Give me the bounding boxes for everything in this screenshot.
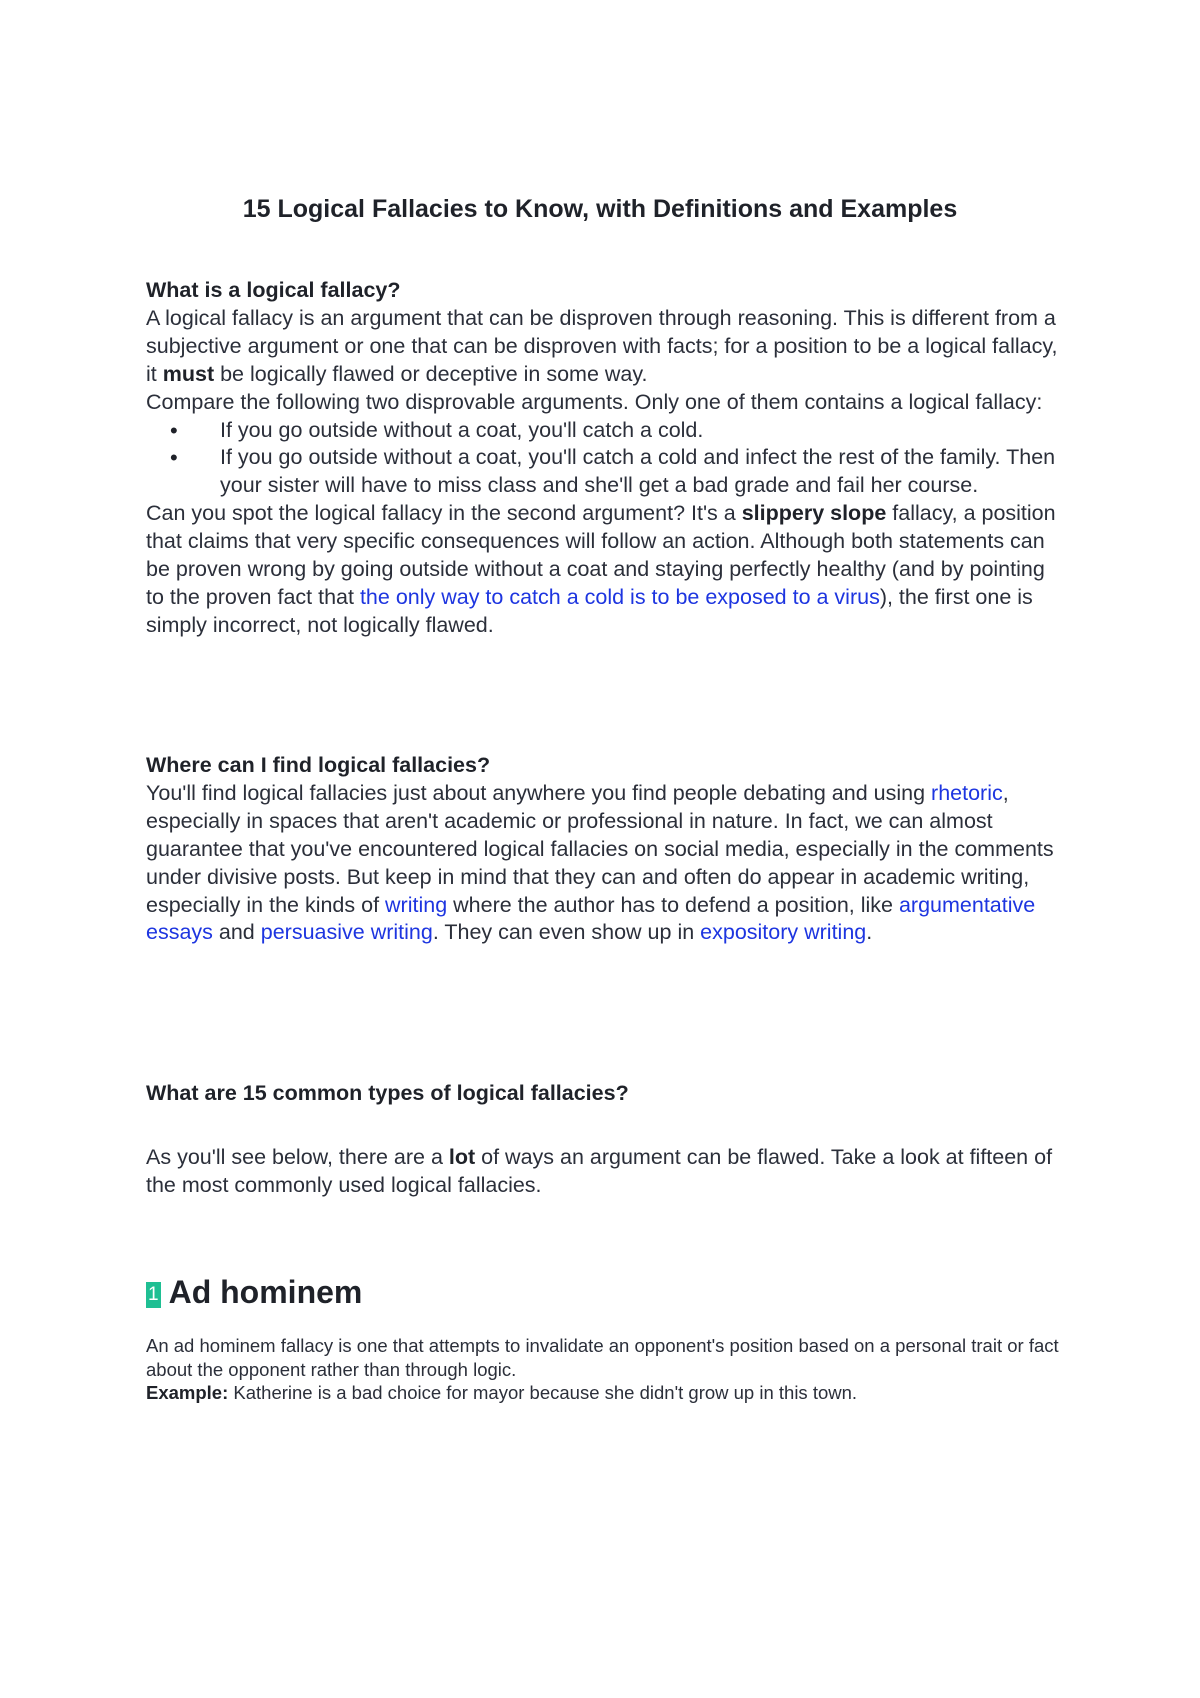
section-what-is [146,277,1066,640]
bullet-list [146,417,1066,501]
text-span: As you'll see below, there are a [146,1145,449,1169]
link-writing[interactable]: writing [385,892,448,917]
text-span: fallacy, a position that claims that very specific consequences will follow an action. Although both statements can be proven wrong by going outside without a coat and staying perfectly healthy (and by pointing to the proven fact that [146,501,1056,609]
example-label: Example: [146,1382,229,1403]
example [146,1381,1066,1405]
fallacy-description [146,1334,1066,1405]
paragraph: Compare the following two disprovable arguments. Only one of them contains a logical fallacy: [146,389,1043,414]
list-item: • If you go outside without a coat, you'll catch a cold and infect the rest of the family. Then your sister will have to miss class and she'll get a bad grade and fail her course. [220,444,1066,500]
emphasis: slippery slope [741,501,887,526]
text-span: Can you spot the logical fallacy in the second argument? It's a [146,501,742,526]
section-heading: What is a logical fallacy? [146,278,401,302]
section-heading: What are 15 common types of logical fallacies? [146,1081,629,1105]
emphasis: lot [448,1145,476,1169]
paragraph [146,305,1066,389]
number-badge: 1 [146,1282,161,1308]
section-common-types-intro [146,1144,1066,1200]
text-span: You'll find logical fallacies just about anywhere you find people debating and using [146,780,932,805]
link-argumentative-essays[interactable]: argumentative essays [146,892,1036,945]
link-expository-writing[interactable]: expository writing [700,920,867,945]
fallacy-title [146,1272,1066,1312]
paragraph [146,1144,1066,1200]
definition: An ad hominem fallacy is one that attempts to invalidate an opponent's position based on a personal trait or fact about the opponent rather than through logic. [146,1335,1059,1380]
text-span: , especially in spaces that aren't academic or professional in nature. In fact, we can almost guarantee that you've encountered logical fallacies on social media, especially in the comments under divisive posts. But keep in mind that they can and often do appear in academic writing, especially in the kinds of [146,780,1054,917]
text-span: be logically flawed or deceptive in some way. [214,361,648,386]
link-persuasive-writing[interactable]: persuasive writing [260,920,433,945]
paragraph [146,780,1066,947]
paragraph [146,500,1066,640]
text-span: of ways an argument can be flawed. Take a look at fifteen of the most commonly used logical fallacies. [146,1145,1053,1197]
text-span: and [212,920,261,945]
example-text: Katherine is a bad choice for mayor because she didn't grow up in this town. [228,1382,858,1403]
section-common-types-heading [146,1080,1066,1108]
text-span: A logical fallacy is an argument that can be disproven through reasoning. This is different from a subjective argument or one that can be disproven with facts; for a position to be a logical fallacy, it [146,305,1058,386]
fallacy-entry-ad-hominem [146,1272,1066,1405]
emphasis: must [162,361,215,386]
fallacy-name: Ad hominem [168,1274,363,1310]
page-title: 15 Logical Fallacies to Know, with Definitions and Examples [242,195,958,223]
text-span: . They can even show up in [432,920,701,945]
section-heading: Where can I find logical fallacies? [146,753,491,777]
link-rhetoric[interactable]: rhetoric [931,780,1003,805]
text-span: ), the first one is simply incorrect, not logically flawed. [146,584,1033,637]
text-span: . [866,920,873,945]
section-where-find [146,752,1066,947]
text-span: where the author has to defend a position, like [447,892,899,917]
link-cold-virus[interactable]: the only way to catch a cold is to be exposed to a virus [359,584,880,609]
list-item: • If you go outside without a coat, you'll catch a cold. [220,417,1066,445]
